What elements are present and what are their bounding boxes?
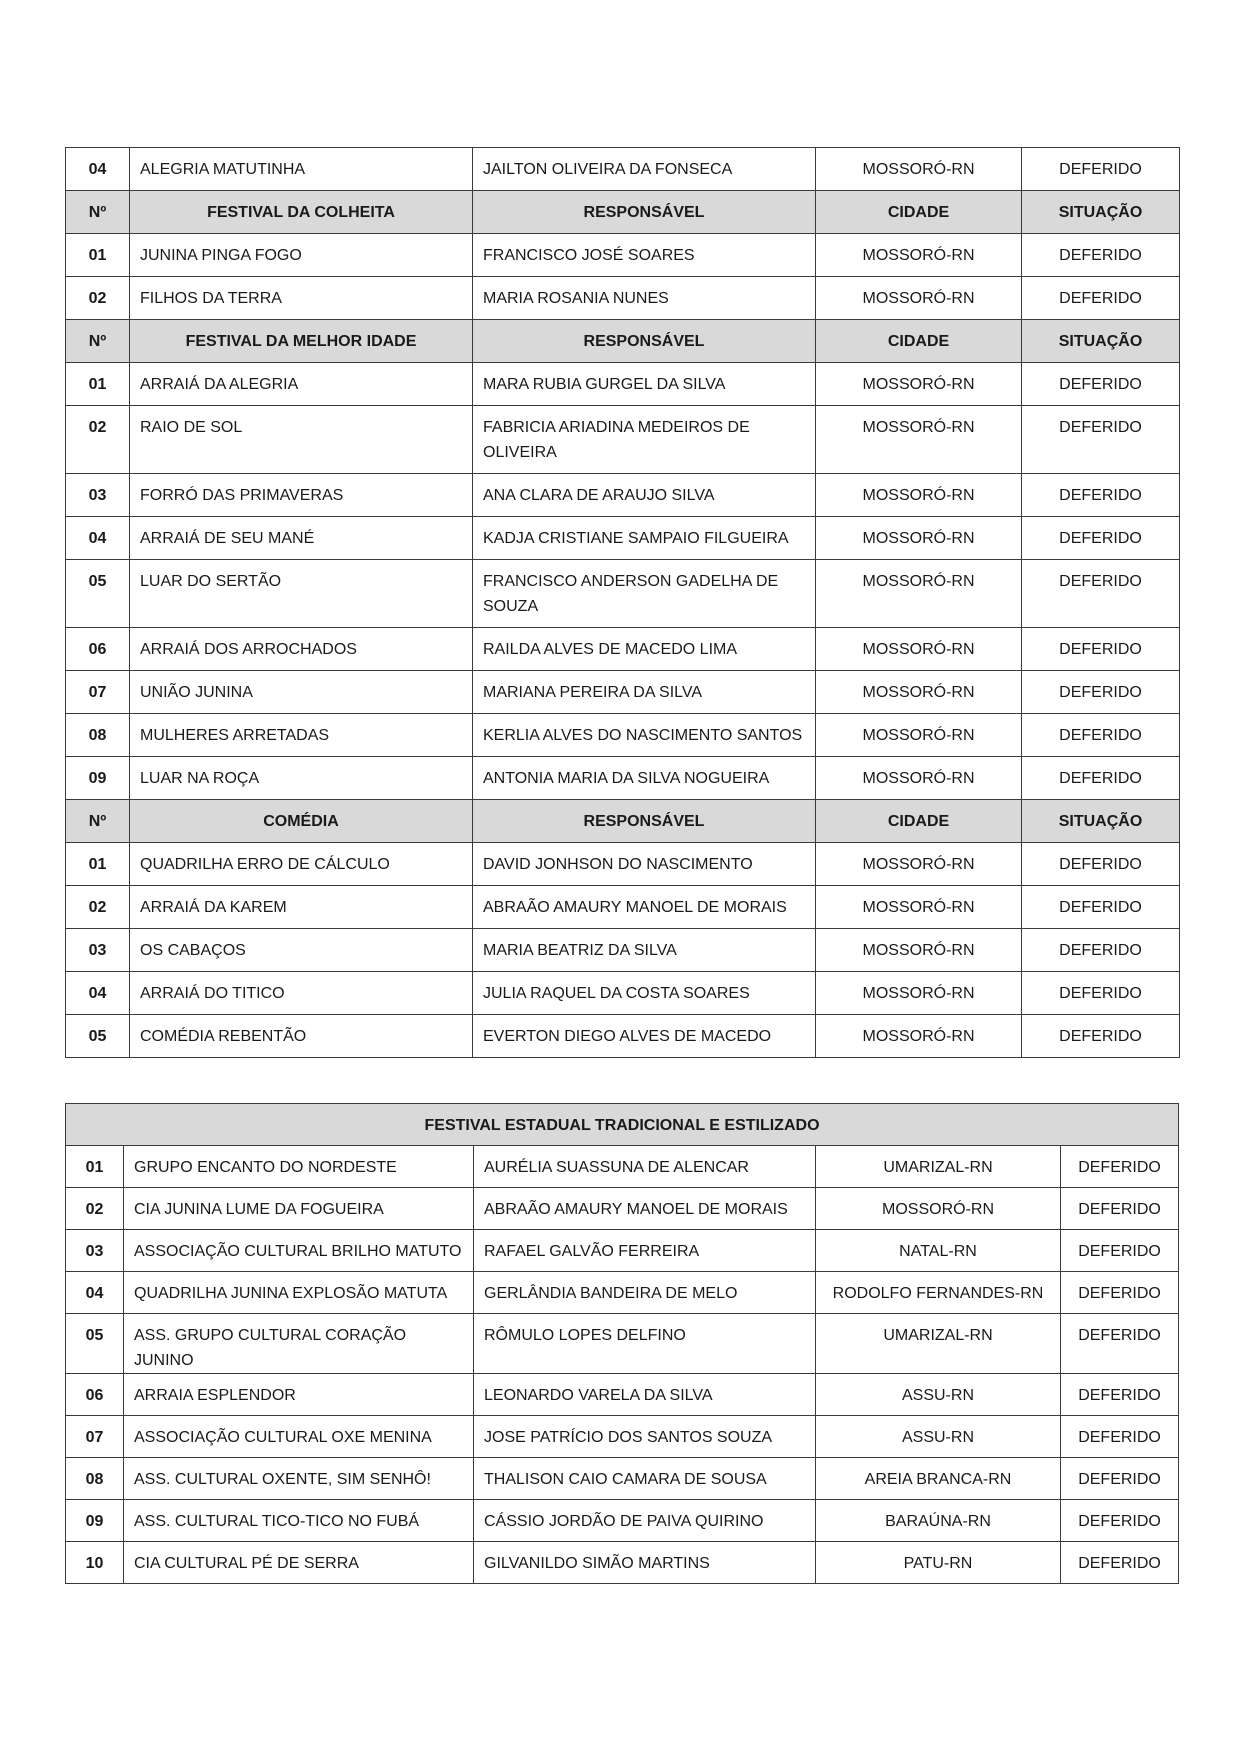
responsible-name: ANA CLARA DE ARAUJO SILVA xyxy=(473,474,816,517)
group-name: QUADRILHA JUNINA EXPLOSÃO MATUTA xyxy=(124,1272,474,1314)
status: DEFERIDO xyxy=(1061,1314,1179,1374)
row-number: 03 xyxy=(66,929,130,972)
group-name: OS CABAÇOS xyxy=(130,929,473,972)
city: MOSSORÓ-RN xyxy=(816,406,1022,474)
row-number: 07 xyxy=(66,1416,124,1458)
status: DEFERIDO xyxy=(1022,714,1180,757)
table-row xyxy=(66,1314,1179,1374)
header-num: Nº xyxy=(66,191,130,234)
group-name: JUNINA PINGA FOGO xyxy=(130,234,473,277)
section-title: FESTIVAL DA COLHEITA xyxy=(130,191,473,234)
city: MOSSORÓ-RN xyxy=(816,234,1022,277)
table-row xyxy=(66,886,1180,929)
city: MOSSORÓ-RN xyxy=(816,843,1022,886)
row-number: 02 xyxy=(66,1188,124,1230)
header-city: CIDADE xyxy=(816,320,1022,363)
status: DEFERIDO xyxy=(1061,1542,1179,1584)
status: DEFERIDO xyxy=(1061,1374,1179,1416)
table-row xyxy=(66,714,1180,757)
group-name: ARRAIÁ DOS ARROCHADOS xyxy=(130,628,473,671)
table-row xyxy=(66,628,1180,671)
group-name: ARRAIÁ DO TITICO xyxy=(130,972,473,1015)
city: RODOLFO FERNANDES-RN xyxy=(816,1272,1061,1314)
section-header-row xyxy=(66,800,1180,843)
table-row xyxy=(66,1146,1179,1188)
section-header-row xyxy=(66,320,1180,363)
group-name: LUAR DO SERTÃO xyxy=(130,560,473,628)
group-name: ASS. CULTURAL OXENTE, SIM SENHÔ! xyxy=(124,1458,474,1500)
responsible-name: RAFAEL GALVÃO FERREIRA xyxy=(474,1230,816,1272)
responsible-name: JOSE PATRÍCIO DOS SANTOS SOUZA xyxy=(474,1416,816,1458)
responsible-name: JULIA RAQUEL DA COSTA SOARES xyxy=(473,972,816,1015)
city: MOSSORÓ-RN xyxy=(816,972,1022,1015)
city: MOSSORÓ-RN xyxy=(816,757,1022,800)
table-title: FESTIVAL ESTADUAL TRADICIONAL E ESTILIZADO xyxy=(66,1104,1179,1146)
header-status: SITUAÇÃO xyxy=(1022,800,1180,843)
responsible-name: DAVID JONHSON DO NASCIMENTO xyxy=(473,843,816,886)
table-row xyxy=(66,757,1180,800)
festival-estadual-table xyxy=(65,1103,1179,1584)
status: DEFERIDO xyxy=(1022,517,1180,560)
status: DEFERIDO xyxy=(1061,1146,1179,1188)
row-number: 08 xyxy=(66,1458,124,1500)
table-row xyxy=(66,148,1180,191)
table-row xyxy=(66,1272,1179,1314)
city: MOSSORÓ-RN xyxy=(816,1188,1061,1230)
row-number: 07 xyxy=(66,671,130,714)
group-name: COMÉDIA REBENTÃO xyxy=(130,1015,473,1058)
row-number: 06 xyxy=(66,1374,124,1416)
status: DEFERIDO xyxy=(1022,234,1180,277)
header-responsible: RESPONSÁVEL xyxy=(473,320,816,363)
responsible-name: KERLIA ALVES DO NASCIMENTO SANTOS xyxy=(473,714,816,757)
responsible-name: FRANCISCO ANDERSON GADELHA DE SOUZA xyxy=(473,560,816,628)
header-city: CIDADE xyxy=(816,191,1022,234)
row-number: 01 xyxy=(66,363,130,406)
group-name: CIA JUNINA LUME DA FOGUEIRA xyxy=(124,1188,474,1230)
group-name: MULHERES ARRETADAS xyxy=(130,714,473,757)
responsible-name: GERLÂNDIA BANDEIRA DE MELO xyxy=(474,1272,816,1314)
responsible-name: CÁSSIO JORDÃO DE PAIVA QUIRINO xyxy=(474,1500,816,1542)
header-num: Nº xyxy=(66,320,130,363)
table-row xyxy=(66,234,1180,277)
status: DEFERIDO xyxy=(1022,277,1180,320)
table-row xyxy=(66,929,1180,972)
city: MOSSORÓ-RN xyxy=(816,277,1022,320)
responsible-name: ABRAÃO AMAURY MANOEL DE MORAIS xyxy=(473,886,816,929)
status: DEFERIDO xyxy=(1022,148,1180,191)
status: DEFERIDO xyxy=(1061,1188,1179,1230)
status: DEFERIDO xyxy=(1022,1015,1180,1058)
responsible-name: GILVANILDO SIMÃO MARTINS xyxy=(474,1542,816,1584)
status: DEFERIDO xyxy=(1022,757,1180,800)
responsible-name: JAILTON OLIVEIRA DA FONSECA xyxy=(473,148,816,191)
responsible-name: FABRICIA ARIADINA MEDEIROS DE OLIVEIRA xyxy=(473,406,816,474)
section-title: COMÉDIA xyxy=(130,800,473,843)
status: DEFERIDO xyxy=(1061,1416,1179,1458)
group-name: ARRAIÁ DE SEU MANÉ xyxy=(130,517,473,560)
city: UMARIZAL-RN xyxy=(816,1314,1061,1374)
row-number: 09 xyxy=(66,757,130,800)
group-name: LUAR NA ROÇA xyxy=(130,757,473,800)
responsible-name: MARIA BEATRIZ DA SILVA xyxy=(473,929,816,972)
responsible-name: LEONARDO VARELA DA SILVA xyxy=(474,1374,816,1416)
city: MOSSORÓ-RN xyxy=(816,1015,1022,1058)
status: DEFERIDO xyxy=(1022,671,1180,714)
status: DEFERIDO xyxy=(1022,406,1180,474)
row-number: 04 xyxy=(66,517,130,560)
group-name: ASSOCIAÇÃO CULTURAL BRILHO MATUTO xyxy=(124,1230,474,1272)
row-number: 08 xyxy=(66,714,130,757)
header-responsible: RESPONSÁVEL xyxy=(473,191,816,234)
status: DEFERIDO xyxy=(1061,1500,1179,1542)
row-number: 03 xyxy=(66,474,130,517)
table-row xyxy=(66,517,1180,560)
group-name: UNIÃO JUNINA xyxy=(130,671,473,714)
table-row xyxy=(66,1542,1179,1584)
row-number: 05 xyxy=(66,1015,130,1058)
city: UMARIZAL-RN xyxy=(816,1146,1061,1188)
responsible-name: MARIA ROSANIA NUNES xyxy=(473,277,816,320)
table-row xyxy=(66,972,1180,1015)
group-name: FILHOS DA TERRA xyxy=(130,277,473,320)
row-number: 03 xyxy=(66,1230,124,1272)
city: MOSSORÓ-RN xyxy=(816,628,1022,671)
city: MOSSORÓ-RN xyxy=(816,671,1022,714)
table-title-row xyxy=(66,1104,1179,1146)
table-row xyxy=(66,1500,1179,1542)
group-name: ASS. CULTURAL TICO-TICO NO FUBÁ xyxy=(124,1500,474,1542)
group-name: CIA CULTURAL PÉ DE SERRA xyxy=(124,1542,474,1584)
row-number: 04 xyxy=(66,972,130,1015)
header-status: SITUAÇÃO xyxy=(1022,191,1180,234)
row-number: 05 xyxy=(66,560,130,628)
status: DEFERIDO xyxy=(1061,1230,1179,1272)
table-row xyxy=(66,363,1180,406)
group-name: ASSOCIAÇÃO CULTURAL OXE MENINA xyxy=(124,1416,474,1458)
group-name: ASS. GRUPO CULTURAL CORAÇÃO JUNINO xyxy=(124,1314,474,1374)
status: DEFERIDO xyxy=(1022,628,1180,671)
table-row xyxy=(66,1416,1179,1458)
responsible-name: THALISON CAIO CAMARA DE SOUSA xyxy=(474,1458,816,1500)
row-number: 02 xyxy=(66,277,130,320)
row-number: 04 xyxy=(66,148,130,191)
table-row xyxy=(66,1015,1180,1058)
city: AREIA BRANCA-RN xyxy=(816,1458,1061,1500)
responsible-name: RAILDA ALVES DE MACEDO LIMA xyxy=(473,628,816,671)
status: DEFERIDO xyxy=(1022,363,1180,406)
table-row xyxy=(66,843,1180,886)
city: MOSSORÓ-RN xyxy=(816,714,1022,757)
header-status: SITUAÇÃO xyxy=(1022,320,1180,363)
table-row xyxy=(66,474,1180,517)
row-number: 01 xyxy=(66,1146,124,1188)
city: ASSU-RN xyxy=(816,1416,1061,1458)
status: DEFERIDO xyxy=(1022,972,1180,1015)
responsible-name: FRANCISCO JOSÉ SOARES xyxy=(473,234,816,277)
table-row xyxy=(66,671,1180,714)
group-name: ARRAIA ESPLENDOR xyxy=(124,1374,474,1416)
group-name: RAIO DE SOL xyxy=(130,406,473,474)
section-title: FESTIVAL DA MELHOR IDADE xyxy=(130,320,473,363)
table-row xyxy=(66,1188,1179,1230)
status: DEFERIDO xyxy=(1022,474,1180,517)
festival-table-mossoro xyxy=(65,147,1180,1058)
status: DEFERIDO xyxy=(1061,1272,1179,1314)
city: PATU-RN xyxy=(816,1542,1061,1584)
responsible-name: ANTONIA MARIA DA SILVA NOGUEIRA xyxy=(473,757,816,800)
group-name: ALEGRIA MATUTINHA xyxy=(130,148,473,191)
table-row xyxy=(66,1458,1179,1500)
city: MOSSORÓ-RN xyxy=(816,517,1022,560)
responsible-name: MARIANA PEREIRA DA SILVA xyxy=(473,671,816,714)
status: DEFERIDO xyxy=(1022,929,1180,972)
row-number: 02 xyxy=(66,406,130,474)
city: MOSSORÓ-RN xyxy=(816,474,1022,517)
status: DEFERIDO xyxy=(1022,560,1180,628)
row-number: 06 xyxy=(66,628,130,671)
status: DEFERIDO xyxy=(1061,1458,1179,1500)
table-row xyxy=(66,1230,1179,1272)
group-name: GRUPO ENCANTO DO NORDESTE xyxy=(124,1146,474,1188)
header-city: CIDADE xyxy=(816,800,1022,843)
row-number: 04 xyxy=(66,1272,124,1314)
section-header-row xyxy=(66,191,1180,234)
city: BARAÚNA-RN xyxy=(816,1500,1061,1542)
status: DEFERIDO xyxy=(1022,886,1180,929)
city: NATAL-RN xyxy=(816,1230,1061,1272)
table-row xyxy=(66,1374,1179,1416)
group-name: QUADRILHA ERRO DE CÁLCULO xyxy=(130,843,473,886)
row-number: 01 xyxy=(66,843,130,886)
table-row xyxy=(66,277,1180,320)
header-responsible: RESPONSÁVEL xyxy=(473,800,816,843)
group-name: ARRAIÁ DA ALEGRIA xyxy=(130,363,473,406)
city: MOSSORÓ-RN xyxy=(816,929,1022,972)
responsible-name: AURÉLIA SUASSUNA DE ALENCAR xyxy=(474,1146,816,1188)
header-num: Nº xyxy=(66,800,130,843)
city: MOSSORÓ-RN xyxy=(816,363,1022,406)
row-number: 09 xyxy=(66,1500,124,1542)
responsible-name: RÔMULO LOPES DELFINO xyxy=(474,1314,816,1374)
status: DEFERIDO xyxy=(1022,843,1180,886)
row-number: 02 xyxy=(66,886,130,929)
responsible-name: EVERTON DIEGO ALVES DE MACEDO xyxy=(473,1015,816,1058)
responsible-name: ABRAÃO AMAURY MANOEL DE MORAIS xyxy=(474,1188,816,1230)
city: ASSU-RN xyxy=(816,1374,1061,1416)
city: MOSSORÓ-RN xyxy=(816,148,1022,191)
city: MOSSORÓ-RN xyxy=(816,560,1022,628)
row-number: 01 xyxy=(66,234,130,277)
row-number: 10 xyxy=(66,1542,124,1584)
table-row xyxy=(66,560,1180,628)
city: MOSSORÓ-RN xyxy=(816,886,1022,929)
responsible-name: MARA RUBIA GURGEL DA SILVA xyxy=(473,363,816,406)
row-number: 05 xyxy=(66,1314,124,1374)
table-row xyxy=(66,406,1180,474)
responsible-name: KADJA CRISTIANE SAMPAIO FILGUEIRA xyxy=(473,517,816,560)
group-name: ARRAIÁ DA KAREM xyxy=(130,886,473,929)
group-name: FORRÓ DAS PRIMAVERAS xyxy=(130,474,473,517)
